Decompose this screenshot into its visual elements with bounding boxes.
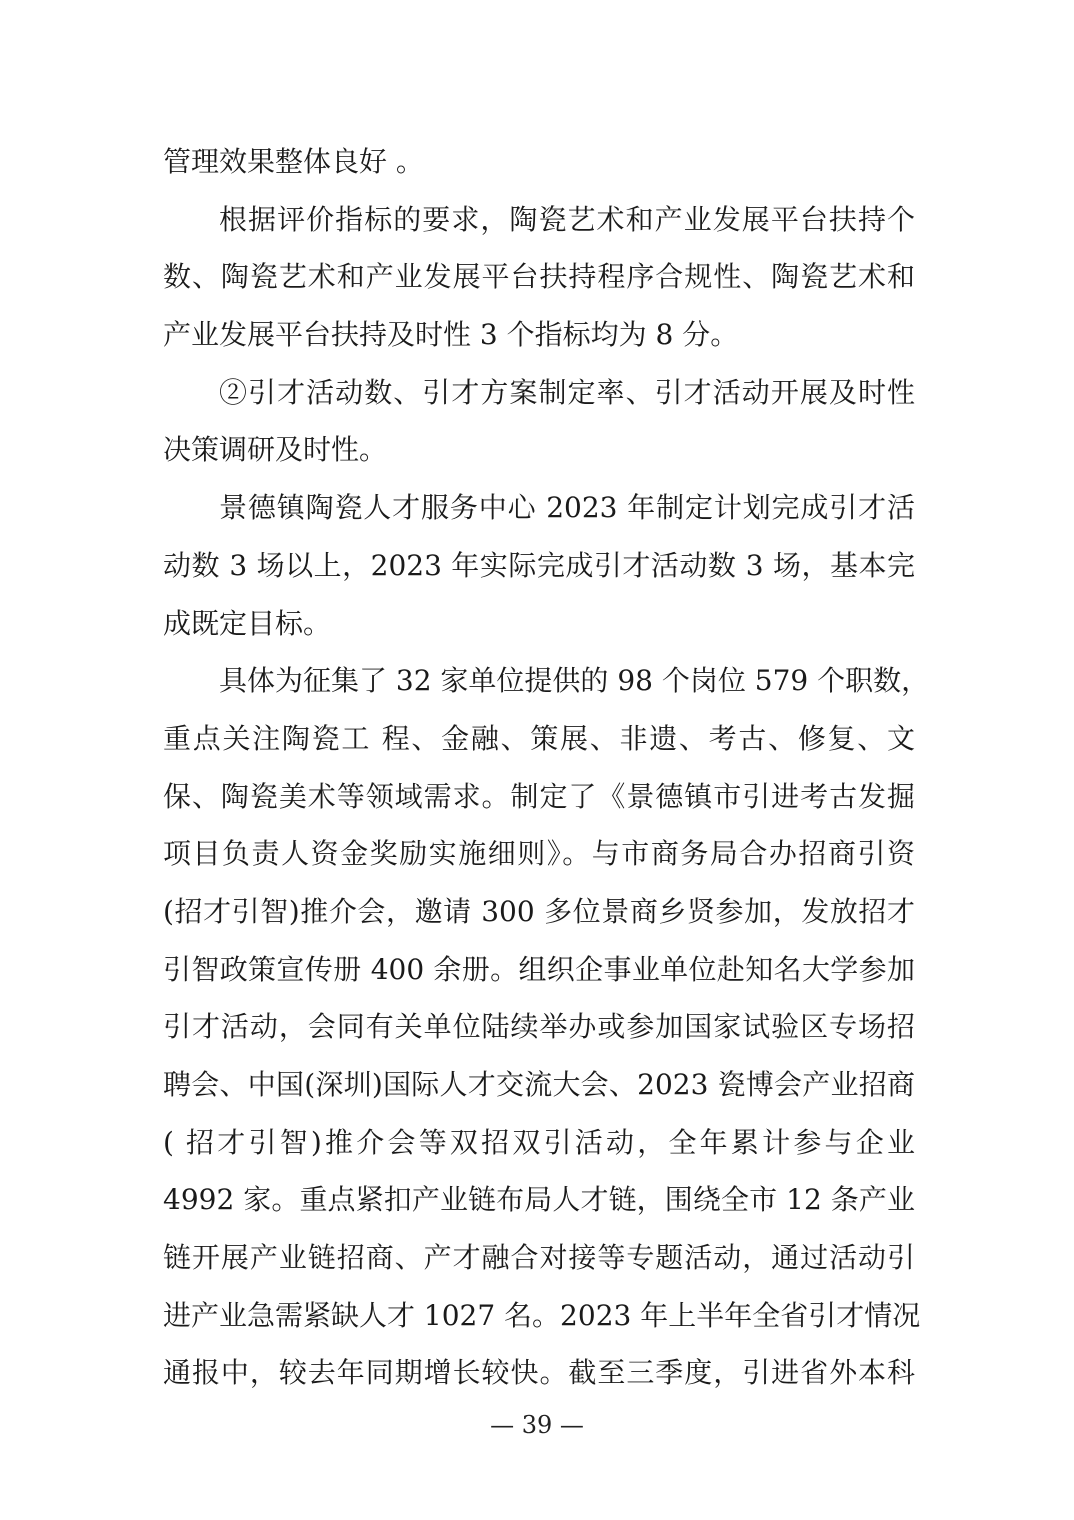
text-line: ( 招才引智)推介会等双招双引活动，全年累计参与企业	[163, 1125, 915, 1159]
text-line: 引智政策宣传册 400 余册。组织企事业单位赴知名大学参加	[163, 952, 915, 986]
text-line: 管理效果整体良好 。	[163, 145, 424, 178]
text-line: 进产业急需紧缺人才 1027 名。2023 年上半年全省引才情况	[163, 1298, 921, 1332]
text-line: 根据评价指标的要求，陶瓷艺术和产业发展平台扶持个	[219, 202, 915, 236]
text-line: 4992 家。重点紧扣产业链布局人才链，围绕全市 12 条产业	[163, 1183, 915, 1217]
text-line: (招才引智)推介会，邀请 300 多位景商乡贤参加，发放招才	[163, 894, 915, 928]
text-line: 保、陶瓷美术等领域需求。制定了《景德镇市引进考古发掘	[163, 779, 915, 813]
text-line: 景德镇陶瓷人才服务中心 2023 年制定计划完成引才活	[219, 491, 915, 525]
text-line: 聘会、中国(深圳)国际人才交流大会、2023 瓷博会产业招商	[163, 1068, 915, 1101]
text-line: 重点关注陶瓷工 程、金融、策展、非遗、考古、修复、文	[163, 721, 915, 755]
text-line: 通报中，较去年同期增长较快。截至三季度，引进省外本科	[163, 1356, 915, 1390]
text-line: 动数 3 场以上，2023 年实际完成引才活动数 3 场，基本完	[163, 548, 915, 582]
text-line: 引才活动，会同有关单位陆续举办或参加国家试验区专场招	[163, 1010, 915, 1044]
text-line: 项目负责人资金奖励实施细则》。与市商务局合办招商引资	[163, 837, 915, 871]
text-line: 具体为征集了 32 家单位提供的 98 个岗位 579 个职数，	[219, 664, 930, 698]
text-line: ②引才活动数、引才方案制定率、引才活动开展及时性	[219, 375, 915, 409]
text-line: 链开展产业链招商、产才融合对接等专题活动，通过活动引	[163, 1241, 915, 1275]
text-line: 数、陶瓷艺术和产业发展平台扶持程序合规性、陶瓷艺术和	[163, 260, 915, 294]
text-line: 决策调研及时性。	[163, 433, 388, 467]
page-number: — 39 —	[490, 1411, 584, 1439]
text-line: 成既定目标。	[163, 606, 332, 640]
text-line: 产业发展平台扶持及时性 3 个指标均为 8 分。	[163, 318, 739, 352]
body-text	[163, 133, 930, 1402]
